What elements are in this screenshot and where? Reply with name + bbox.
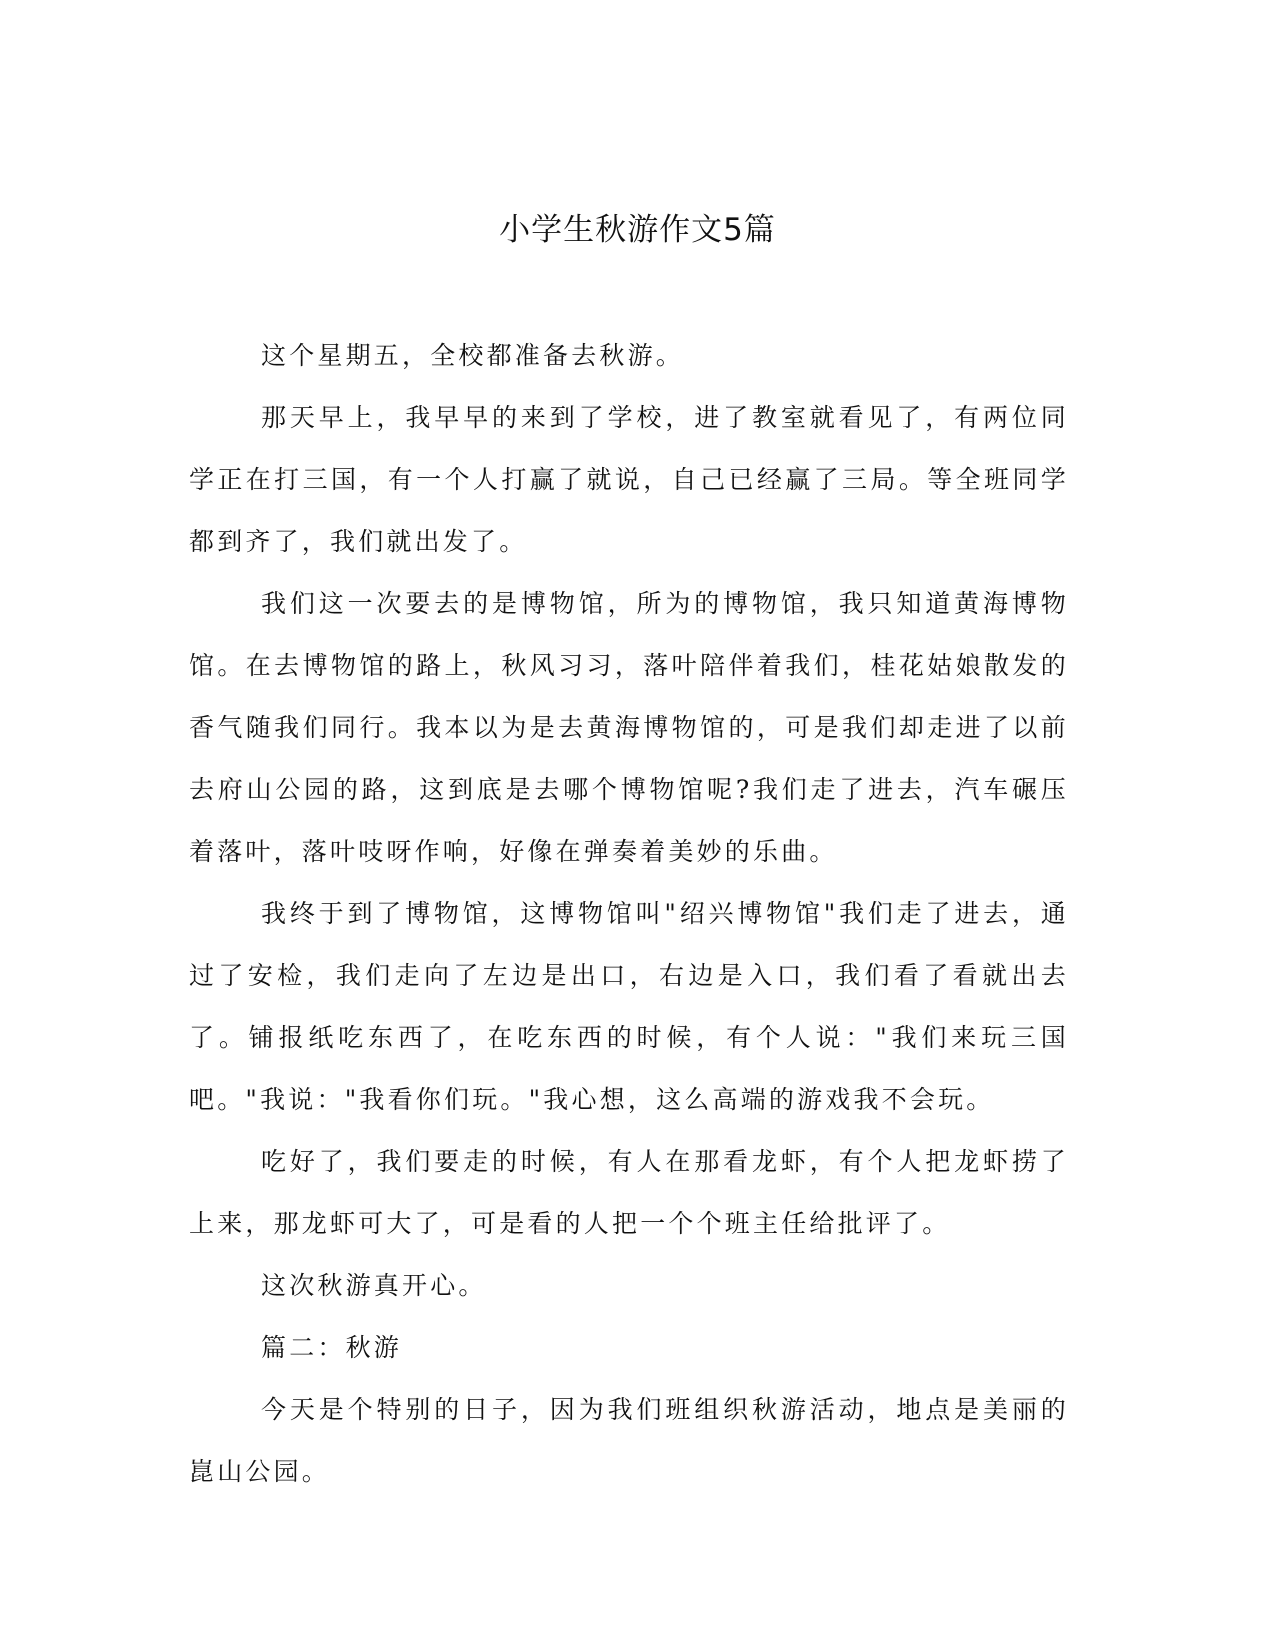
paragraph: 吃好了，我们要走的时候，有人在那看龙虾，有个人把龙虾捞了上来，那龙虾可大了，可是看的人把一个个班主任给批评了。 [189, 1147, 1069, 1238]
paragraph: 这个星期五，全校都准备去秋游。 [261, 341, 685, 370]
paragraph: 那天早上，我早早的来到了学校，进了教室就看见了，有两位同学正在打三国，有一个人打赢了就说，自己已经赢了三局。等全班同学都到齐了，我们就出发了。 [189, 403, 1069, 556]
paragraph: 我终于到了博物馆，这博物馆叫"绍兴博物馆"我们走了进去，通过了安检，我们走向了左边是出口，右边是入口，我们看了看就出去了。铺报纸吃东西了，在吃东西的时候，有个人说："我们来玩三国吧。"我说："我看你们玩。"我心想，这么高端的游戏我不会玩。 [189, 899, 1069, 1114]
paragraph: 我们这一次要去的是博物馆，所为的博物馆，我只知道黄海博物馆。在去博物馆的路上，秋风习习，落叶陪伴着我们，桂花姑娘散发的香气随我们同行。我本以为是去黄海博物馆的，可是我们却走进了以前去府山公园的路，这到底是去哪个博物馆呢?我们走了进去，汽车碾压着落叶，落叶吱呀作响，好像在弹奏着美妙的乐曲。 [189, 589, 1069, 866]
document-body [189, 325, 1069, 1503]
document-title: 小学生秋游作文5篇 [499, 212, 776, 248]
section-heading: 篇二：秋游 [261, 1333, 403, 1362]
paragraph: 今天是个特别的日子，因为我们班组织秋游活动，地点是美丽的崑山公园。 [189, 1395, 1069, 1486]
paragraph: 这次秋游真开心。 [261, 1271, 487, 1300]
